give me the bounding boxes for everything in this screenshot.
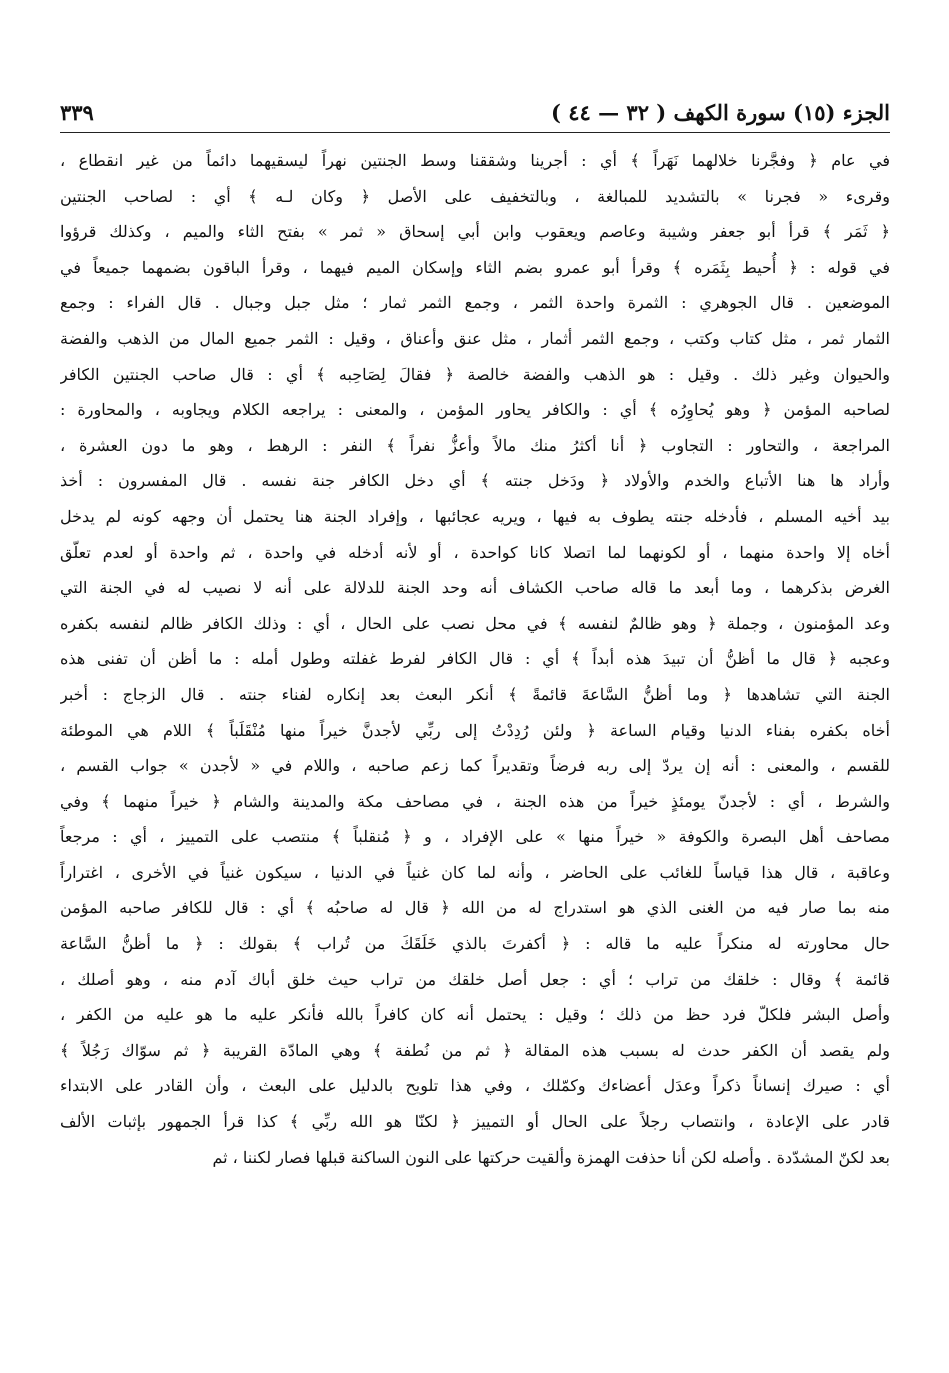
text-line: الغرض بذكرهما ، وما أبعد ما قاله صاحب الكشاف أنه وحد الجنة للدلالة على أنه لا نصيب له في الجنة التي <box>60 578 890 598</box>
page-number: ٣٣٩ <box>60 100 94 125</box>
text-line: وعد المؤمنون ، وجملة ﴿ وهو ظالمٌ لنفسه ﴾ في محل نصب على الحال ، أي : وذلك الكافر ظالم لنفسه بكفره <box>60 613 890 633</box>
text-line: لصاحبه المؤمن ﴿ وهو يُحاوِرُه ﴾ أي : والكافر يحاور المؤمن ، والمعنى : يراجعه الكلام ويجاوبه ، والمحاورة : <box>60 400 890 420</box>
text-line: قادر على الإعادة ، وانتصاب رجلاً على الحال أو التمييز ﴿ لكنّا هو الله ربِّي ﴾ كذا قرأ الجمهور بإثبات الألف <box>60 1112 890 1132</box>
text-line: أي : صيرك إنساناً ذكراً وعدَل أعضاءك وكمّلك ، وفي هذا تلويح بالدليل على البعث ، وأن القادر على الابتداء <box>60 1076 890 1096</box>
text-line: الجنة التي تشاهدها ﴿ وما أظنُّ السَّاعةَ قائمةً ﴾ أنكر البعث بعد إنكاره لفناء جنته . قال الزجاج : أخبر <box>60 684 890 704</box>
text-line: أخاه إلا واحدة منهما ، أو لكونهما لما اتصلا كانا كواحدة ، أو لأنه أدخله في واحدة ، ثم واحدة أو لعدم تعلّق <box>60 542 890 562</box>
text-line: بعد لكنّ المشدّدة . وأصله لكن أنا حذفت الهمزة وألقيت حركتها على النون الساكنة قبلها فصار لكننا ، ثم <box>212 1147 890 1167</box>
text-line: والحيوان وغير ذلك . وقيل : هو الذهب والفضة خالصة ﴿ فقالَ لِصَاحِبه ﴾ أي : قال صاحب الجنتين الكافر <box>60 364 890 384</box>
page <box>60 96 890 1336</box>
text-line: في قوله : ﴿ أُحيط بِثَمَره ﴾ وقرأ أبو عمرو بضم الثاء وإسكان الميم فيهما ، وقرأ الباقون بضمهما جميعاً في <box>60 257 890 277</box>
commentary-text <box>60 143 890 1175</box>
text-line: مصاحف أهل البصرة والكوفة « خيراً منها » على الإفراد ، و ﴿ مُنقلباً ﴾ منتصب على التمييز ، أي : مرجعاً <box>60 827 890 847</box>
text-line: والشرط ، أي : لأجدنّ يومئذٍ خيراً من هذه الجنة ، في مصاحف مكة والمدينة والشام ﴿ خيراً منهما ﴾ وفي <box>60 791 890 811</box>
text-line: حال محاورته له منكراً عليه ما قاله : ﴿ أكفرتَ بالذي خَلَقَكَ من تُراب ﴾ بقولك : ﴿ ما أظنُّ السَّاعة <box>60 934 890 954</box>
text-line: بيد أخيه المسلم ، فأدخله جنته يطوف به فيها ، ويريه عجائبها ، وإفراد الجنة هنا يحتمل أن وجهه كونه لم يدخل <box>60 506 890 526</box>
text-line: الثمار ثمر ، مثل كتاب وكتب ، وجمع الثمر أثمار ، مثل عنق وأعناق ، وقيل : الثمر جميع المال من الذهب والفضة <box>60 328 890 348</box>
text-line: وأراد ها هنا الأتباع والخدم والأولاد ﴿ ودَخل جنته ﴾ أي دخل الكافر جنة نفسه . قال المفسرون : أخذ <box>60 471 890 491</box>
text-line: في عام ﴿ وفجَّرنا خلالهما نَهَراً ﴾ أي : أجرينا وشققنا وسط الجنتين نهراً ليسقيهما دائماً من غير انقطاع ، <box>60 151 890 170</box>
text-line: المراجعة ، والتحاور : التجاوب ﴿ أنا أكثرُ منك مالاً وأعزُّ نفراً ﴾ النفر : الرهط ، وهو ما دون العشرة ، <box>60 435 890 455</box>
text-line: ﴿ ثَمَر ﴾ قرأ أبو جعفر وشيبة وعاصم ويعقوب وابن أبي إسحاق « ثمر » بفتح الثاء والميم ، وكذلك قرؤوا <box>60 222 890 242</box>
text-line: للقسم ، والمعنى : أنه إن يردّ إلى ربه فرضاً وتقديراً كما زعم صاحبه ، واللام في « لأجدن » جواب القسم ، <box>60 756 890 776</box>
text-line: قائمة ﴾ وقال : خلقك من تراب ؛ أي : جعل أصل خلقك من تراب حيث خلق أباك آدم منه ، وهو أصلك ، <box>60 969 890 989</box>
running-title: الجزء (١٥) سورة الكهف ( ٣٢ — ٤٤ ) <box>550 100 890 125</box>
text-line: ولم يقصد أن الكفر حدث له بسبب هذه المقالة ﴿ ثم من نُطفة ﴾ وهي المادّة القريبة ﴿ ثم سوّاك رَجُلاً ﴾ <box>60 1040 890 1060</box>
text-line: أخاه بكفره بفناء الدنيا وقيام الساعة ﴿ ولئن رُدِدْتُ إلى ربِّي لأجدنَّ خيراً منها مُنْقَلَباً ﴾ اللام هي الموطئة <box>60 720 890 740</box>
page-header <box>60 96 890 133</box>
text-line: وأصل البشر فلكلّ فرد حظ من ذلك ؛ وقيل : يحتمل أنه كان كافراً بالله فأنكر عليه ما هو عليه من الكفر ، <box>60 1005 890 1025</box>
text-line: منه بما صار فيه من الغنى الذي هو استدراج له من الله ﴿ قال له صاحبُه ﴾ أي : قال للكافر صاحبه المؤمن <box>60 898 890 918</box>
text-line: وعجبه ﴿ قال ما أظنُّ أن تبيدَ هذه أبداً ﴾ أي : قال الكافر لفرط غفلته وطول أمله : ما أظن أن تفنى هذه <box>60 649 890 669</box>
text-line: وقرىء « فجرنا » بالتشديد للمبالغة ، وبالتخفيف على الأصل ﴿ وكان لـه ﴾ أي : لصاحب الجنتين <box>60 186 890 206</box>
text-line: الموضعين . قال الجوهري : الثمرة واحدة الثمر ، وجمع الثمر ثمار ؛ مثل جبل وجبال . قال الفراء : وجمع <box>60 293 890 313</box>
text-line: وعاقبة ، قال هذا قياساً للغائب على الحاضر ، وأنه لما كان غنياً في الدنيا ، سيكون غنياً في الأخرى ، اغتراراً <box>60 862 890 882</box>
